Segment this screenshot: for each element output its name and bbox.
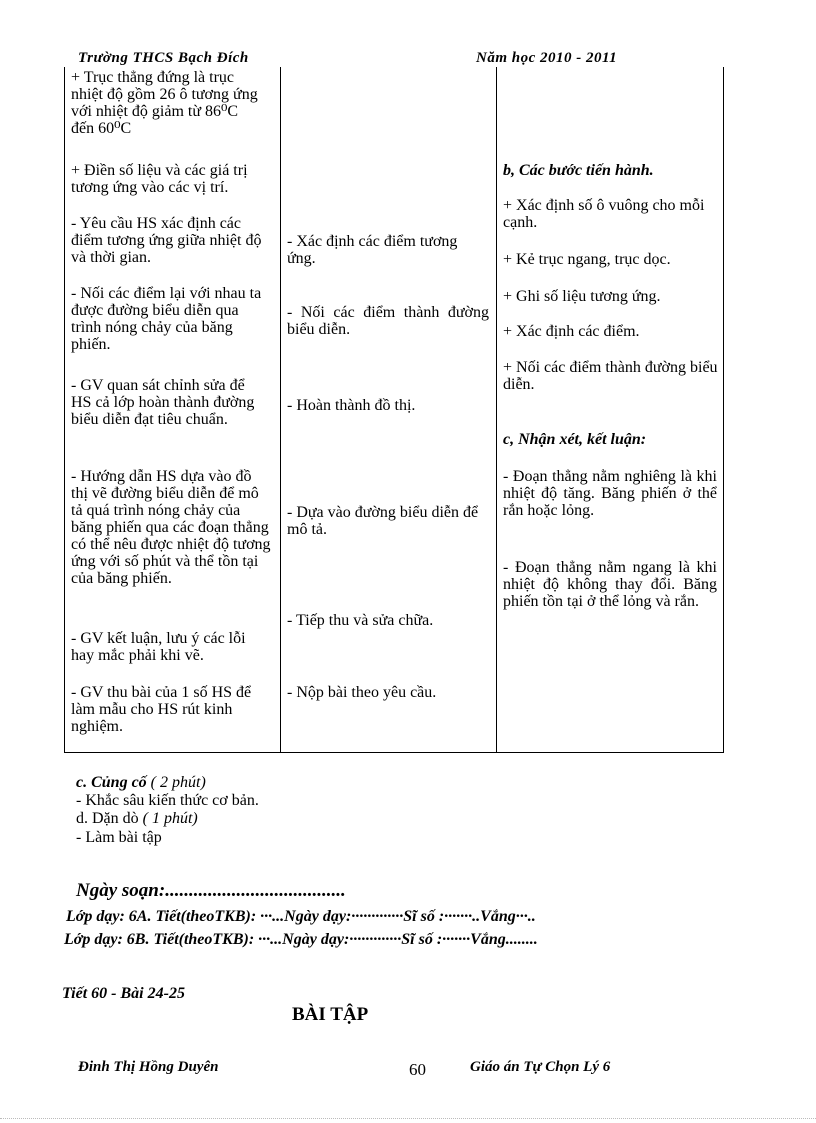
teacher-activity: - Nối các điểm lại với nhau ta được đường biểu diễn qua trình nóng chảy của băng phiến. (71, 285, 262, 353)
step-item: + Nối các điểm thành đường biểu diễn. (503, 359, 718, 393)
student-activity: - Dựa vào đường biểu diễn để mô tả. (287, 504, 479, 538)
footer-book: Giáo án Tự Chọn Lý 6 (470, 1059, 611, 1075)
steps-heading: b, Các bước tiến hành. (503, 162, 654, 179)
homework-item: - Làm bài tập (76, 829, 162, 846)
homework-time: ( 1 phút) (142, 810, 198, 827)
conclusion-heading: c, Nhận xét, kết luận: (503, 431, 647, 448)
step-item: + Kẻ trục ngang, trục dọc. (503, 251, 671, 268)
column-divider (280, 67, 281, 752)
step-item: + Xác định số ô vuông cho mỗi cạnh. (503, 197, 705, 231)
student-activity: - Tiếp thu và sửa chữa. (287, 612, 434, 629)
consolidation-item: - Khắc sâu kiến thức cơ bản. (76, 792, 259, 809)
teacher-activity: - GV quan sát chỉnh sửa để HS cả lớp hoàn thành đường biểu diễn đạt tiêu chuẩn. (71, 377, 255, 428)
prep-date: Ngày soạn:...................................... (76, 880, 346, 901)
lesson-table (64, 67, 724, 753)
conclusion-item: - Đoạn thẳng nằm nghiêng là khi nhiệt độ tăng. Băng phiến ở thể rắn hoặc lỏng. (503, 468, 717, 519)
student-activity: - Hoàn thành đồ thị. (287, 397, 416, 414)
page-number: 60 (409, 1060, 426, 1079)
consolidation-title: c. Củng cố (76, 774, 147, 791)
consolidation-heading (76, 774, 206, 792)
student-activity: - Xác định các điểm tương ứng. (287, 233, 458, 267)
step-item: + Ghi số liệu tương ứng. (503, 288, 661, 305)
class-6a-row: Lớp dạy: 6A. Tiết(theoTKB): ···...Ngày dạy:·············Sĩ số :·······..Vắng···.. (66, 908, 536, 925)
teacher-activity: + Điền số liệu và các giá trị tương ứng vào các vị trí. (71, 162, 248, 196)
conclusion-item: - Đoạn thẳng nằm ngang là khi nhiệt độ không thay đổi. Băng phiến tồn tại ở thể lỏng và rắn. (503, 559, 717, 610)
column-divider (496, 67, 497, 752)
lesson-number: Tiết 60 - Bài 24-25 (62, 985, 185, 1002)
homework-title: d. Dặn dò (76, 810, 139, 827)
footer-author: Đinh Thị Hồng Duyên (78, 1059, 219, 1075)
step-item: + Xác định các điểm. (503, 323, 640, 340)
header-school: Trường THCS Bạch Đích (78, 50, 249, 66)
class-6b-row: Lớp dạy: 6B. Tiết(theoTKB): ···...Ngày dạy:·············Sĩ số :·······Vắng........ (64, 931, 538, 948)
teacher-activity: - GV thu bài của 1 số HS để làm mẫu cho HS rút kinh nghiệm. (71, 684, 252, 735)
teacher-activity: - GV kết luận, lưu ý các lỗi hay mắc phải khi vẽ. (71, 630, 246, 664)
student-activity: - Nối các điểm thành đường biểu diễn. (287, 304, 489, 338)
bottom-rule (0, 1118, 816, 1119)
homework-heading (76, 810, 198, 828)
header-school-year: Năm học 2010 - 2011 (476, 50, 618, 66)
lesson-title: BÀI TẬP (292, 1004, 369, 1025)
student-activity: - Nộp bài theo yêu cầu. (287, 684, 437, 701)
teacher-activity: - Hướng dẫn HS dựa vào đồ thị vẽ đường biểu diễn để mô tả quá trình nóng chảy của băng phiến qua các đoạn thẳng có thể nêu được nhiệt độ tương ứng với số phút và thể tồn tại của băng phiến. (71, 468, 271, 587)
teacher-activity: - Yêu cầu HS xác định các điểm tương ứng giữa nhiệt độ và thời gian. (71, 215, 262, 266)
consolidation-time: ( 2 phút) (150, 774, 206, 791)
teacher-activity: + Trục thẳng đứng là trục nhiệt độ gồm 26 ô tương ứng với nhiệt độ giảm từ 86⁰C đến 60⁰C (71, 69, 258, 137)
